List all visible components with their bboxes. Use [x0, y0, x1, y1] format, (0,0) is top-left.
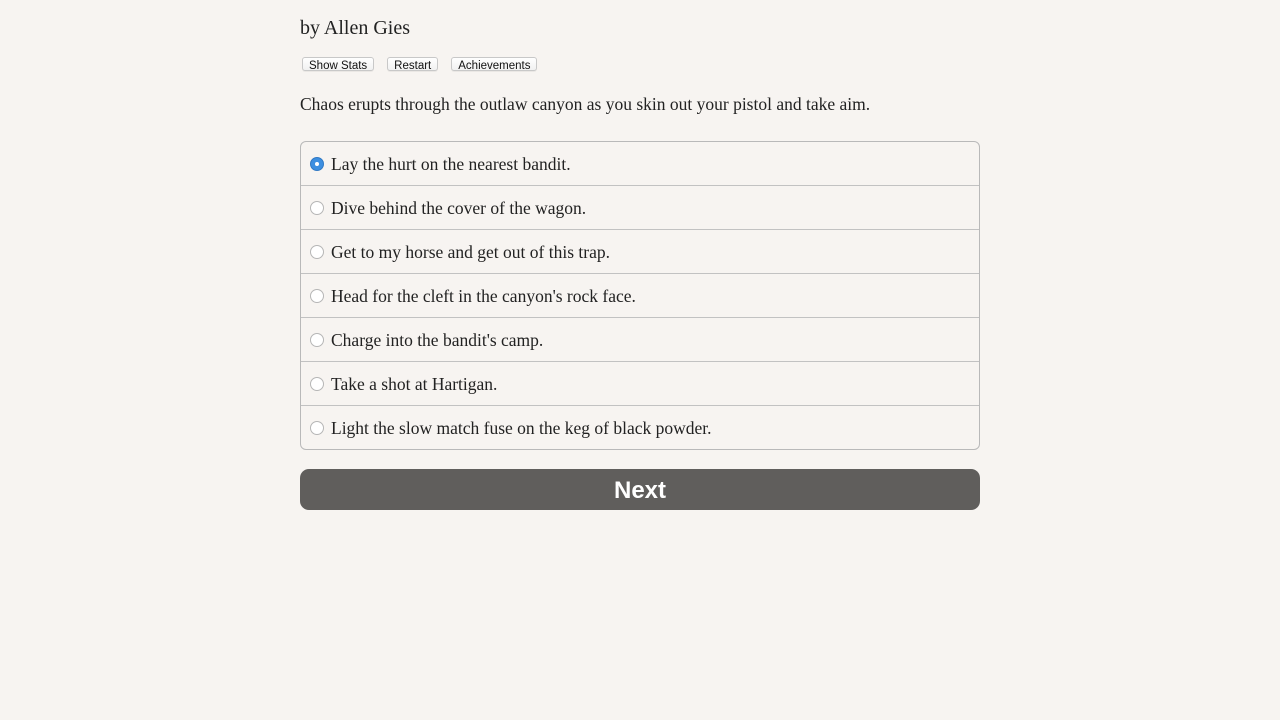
choice-option-2[interactable] — [301, 185, 979, 229]
choice-label: Charge into the bandit's camp. — [331, 329, 544, 350]
choice-option-6[interactable] — [301, 361, 979, 405]
choice-option-7[interactable] — [301, 405, 979, 449]
restart-button[interactable]: Restart — [387, 57, 438, 71]
radio-button[interactable] — [310, 245, 324, 259]
choice-option-3[interactable] — [301, 229, 979, 273]
choice-label: Get to my horse and get out of this trap. — [331, 241, 610, 262]
radio-button-selected[interactable] — [310, 157, 324, 171]
choice-option-4[interactable] — [301, 273, 979, 317]
choice-option-1[interactable] — [301, 142, 979, 185]
choice-option-5[interactable] — [301, 317, 979, 361]
radio-button[interactable] — [310, 289, 324, 303]
passage-text: Chaos erupts through the outlaw canyon as you skin out your pistol and take aim. — [300, 94, 871, 114]
meta-button-bar — [302, 57, 537, 71]
radio-button[interactable] — [310, 201, 324, 215]
choice-label: Take a shot at Hartigan. — [331, 373, 498, 394]
author-byline: by Allen Gies — [300, 17, 410, 39]
choice-label: Dive behind the cover of the wagon. — [331, 197, 587, 218]
choice-label: Light the slow match fuse on the keg of black powder. — [331, 417, 712, 438]
radio-button[interactable] — [310, 377, 324, 391]
choice-list — [300, 141, 980, 450]
radio-button[interactable] — [310, 421, 324, 435]
choice-label: Lay the hurt on the nearest bandit. — [331, 153, 571, 174]
radio-button[interactable] — [310, 333, 324, 347]
show-stats-button[interactable]: Show Stats — [302, 57, 374, 71]
choice-label: Head for the cleft in the canyon's rock face. — [331, 285, 636, 306]
achievements-button[interactable]: Achievements — [451, 57, 537, 71]
next-button[interactable]: Next — [300, 469, 980, 510]
